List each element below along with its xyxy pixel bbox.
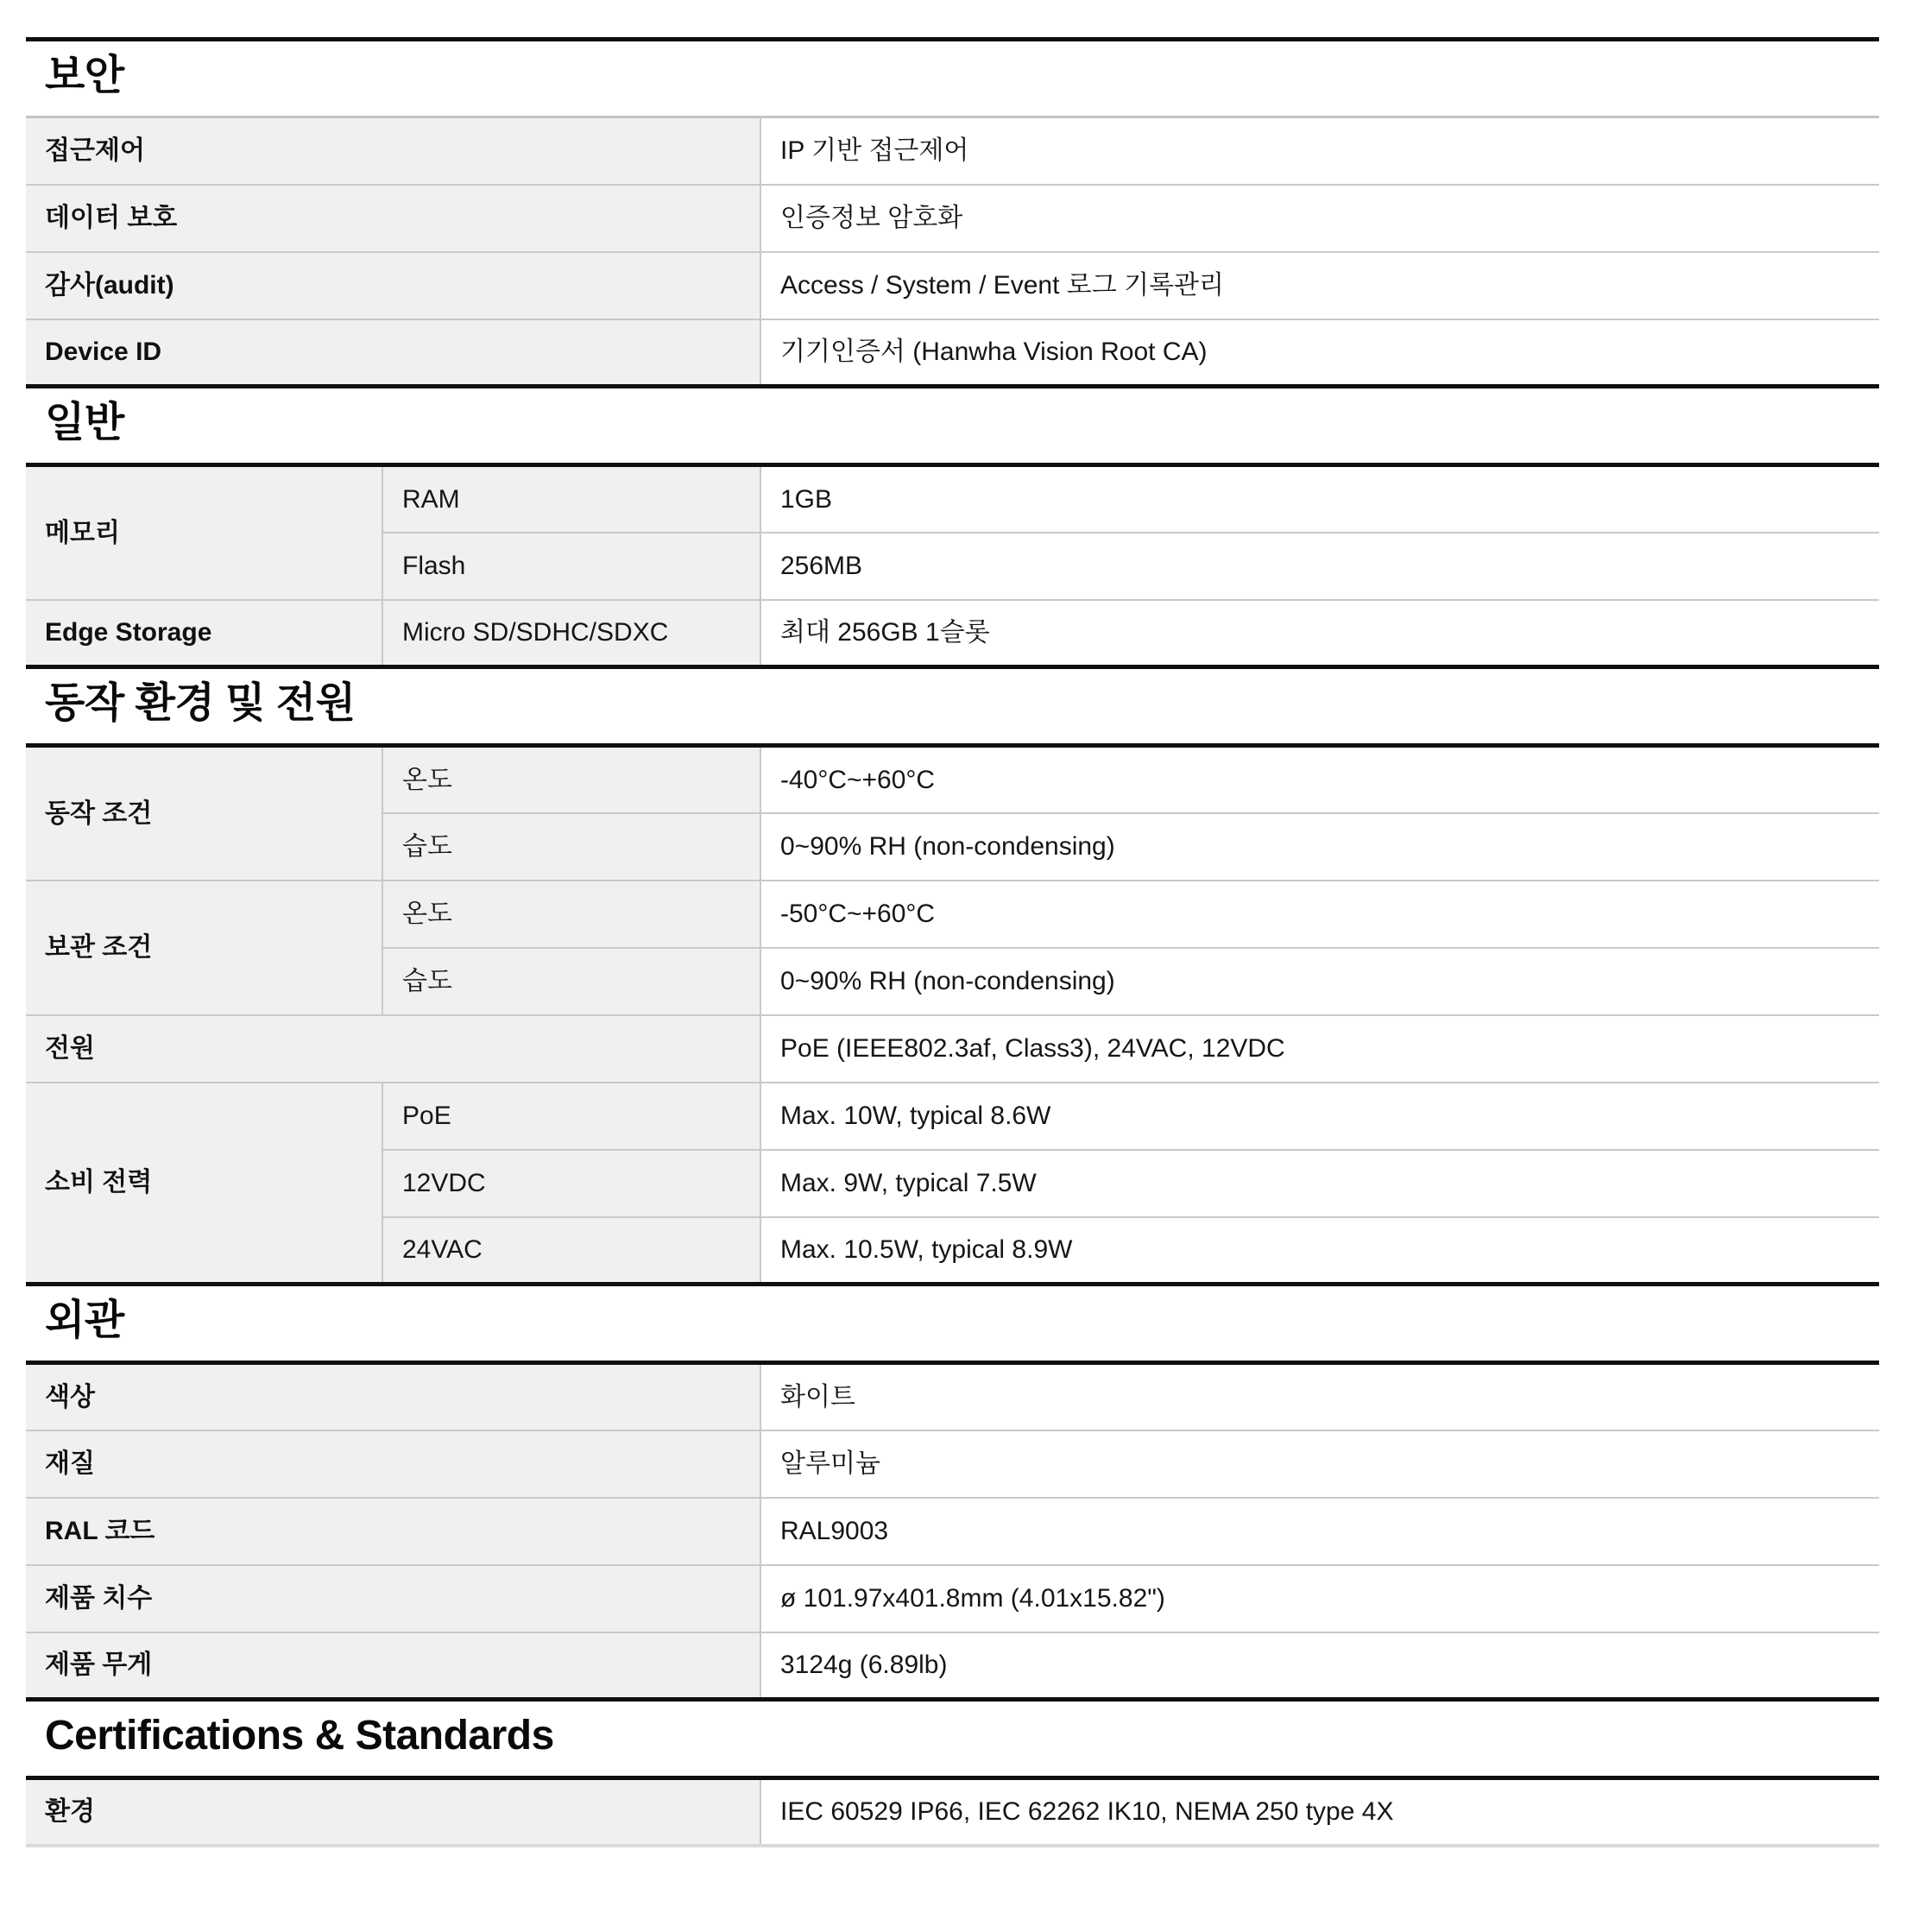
spec-subkey-cell: 습도	[382, 948, 760, 1015]
table-row	[26, 185, 1879, 252]
table-row	[26, 1015, 1879, 1083]
table-row	[26, 1363, 1879, 1430]
spec-table-appearance	[26, 1361, 1879, 1702]
spec-subkey-cell: 온도	[382, 881, 760, 948]
section-security	[26, 55, 1879, 388]
spec-subkey-cell: 온도	[382, 746, 760, 813]
spec-key-cell: 환경	[26, 1778, 760, 1846]
spec-value-cell: 0~90% RH (non-condensing)	[760, 813, 1879, 881]
table-row	[26, 1430, 1879, 1498]
table-row	[26, 465, 1879, 533]
spec-value-cell: 256MB	[760, 533, 1879, 600]
spec-value-cell: 인증정보 암호화	[760, 185, 1879, 252]
spec-value-cell: IP 기반 접근제어	[760, 117, 1879, 185]
spec-value-cell: 3124g (6.89lb)	[760, 1632, 1879, 1700]
spec-value-cell: Max. 9W, typical 7.5W	[760, 1150, 1879, 1217]
spec-key-cell: 재질	[26, 1430, 760, 1498]
table-row	[26, 117, 1879, 185]
spec-table-security	[26, 116, 1879, 388]
spec-value-cell: -40°C~+60°C	[760, 746, 1879, 813]
spec-key-cell: Device ID	[26, 319, 760, 387]
table-row	[26, 881, 1879, 948]
section-certifications	[26, 1715, 1879, 1847]
spec-subkey-cell: RAM	[382, 465, 760, 533]
section-title-appearance: 외관	[45, 1297, 124, 1343]
spec-key-cell: 제품 치수	[26, 1565, 760, 1632]
table-row	[26, 1632, 1879, 1700]
spec-key-cell: RAL 코드	[26, 1498, 760, 1565]
table-row	[26, 1565, 1879, 1632]
section-title-security: 보안	[45, 53, 124, 98]
section-environment-power	[26, 680, 1879, 1286]
spec-table-certifications	[26, 1776, 1879, 1847]
spec-value-cell: 1GB	[760, 465, 1879, 533]
spec-value-cell: RAL9003	[760, 1498, 1879, 1565]
table-row	[26, 600, 1879, 667]
spec-key-cell: 접근제어	[26, 117, 760, 185]
spec-key-cell: 전원	[26, 1015, 760, 1083]
spec-value-cell: Max. 10.5W, typical 8.9W	[760, 1217, 1879, 1285]
spec-key-cell: 동작 조건	[26, 746, 382, 881]
spec-value-cell: 화이트	[760, 1363, 1879, 1430]
spec-key-cell: Edge Storage	[26, 600, 382, 667]
table-row	[26, 746, 1879, 813]
table-row	[26, 319, 1879, 387]
spec-value-cell: 기기인증서 (Hanwha Vision Root CA)	[760, 319, 1879, 387]
spec-subkey-cell: 12VDC	[382, 1150, 760, 1217]
spec-key-cell: 소비 전력	[26, 1083, 382, 1285]
spec-key-cell: 데이터 보호	[26, 185, 760, 252]
spec-sheet-page	[0, 37, 1905, 1847]
spec-key-cell: 제품 무게	[26, 1632, 760, 1700]
spec-value-cell: 최대 256GB 1슬롯	[760, 600, 1879, 667]
spec-key-cell: 감사(audit)	[26, 252, 760, 319]
spec-value-cell: 0~90% RH (non-condensing)	[760, 948, 1879, 1015]
spec-subkey-cell: 습도	[382, 813, 760, 881]
section-title-general: 일반	[45, 400, 124, 445]
table-row	[26, 1083, 1879, 1150]
spec-value-cell: ø 101.97x401.8mm (4.01x15.82")	[760, 1565, 1879, 1632]
table-row	[26, 1778, 1879, 1846]
spec-key-cell: 색상	[26, 1363, 760, 1430]
spec-value-cell: Access / System / Event 로그 기록관리	[760, 252, 1879, 319]
spec-key-cell: 보관 조건	[26, 881, 382, 1015]
top-rule	[26, 37, 1879, 41]
table-row	[26, 1498, 1879, 1565]
section-general	[26, 402, 1879, 669]
section-appearance	[26, 1297, 1879, 1702]
spec-subkey-cell: Flash	[382, 533, 760, 600]
section-title-environment-power: 동작 환경 및 전원	[45, 680, 356, 726]
spec-subkey-cell: Micro SD/SDHC/SDXC	[382, 600, 760, 667]
spec-value-cell: Max. 10W, typical 8.6W	[760, 1083, 1879, 1150]
spec-key-cell: 메모리	[26, 465, 382, 600]
spec-subkey-cell: PoE	[382, 1083, 760, 1150]
spec-value-cell: -50°C~+60°C	[760, 881, 1879, 948]
section-title-certifications: Certifications & Standards	[45, 1713, 554, 1758]
spec-value-cell: IEC 60529 IP66, IEC 62262 IK10, NEMA 250 type 4X	[760, 1778, 1879, 1846]
spec-table-general	[26, 463, 1879, 669]
spec-value-cell: 알루미늄	[760, 1430, 1879, 1498]
spec-table-environment-power	[26, 743, 1879, 1286]
table-row	[26, 252, 1879, 319]
spec-subkey-cell: 24VAC	[382, 1217, 760, 1285]
spec-value-cell: PoE (IEEE802.3af, Class3), 24VAC, 12VDC	[760, 1015, 1879, 1083]
